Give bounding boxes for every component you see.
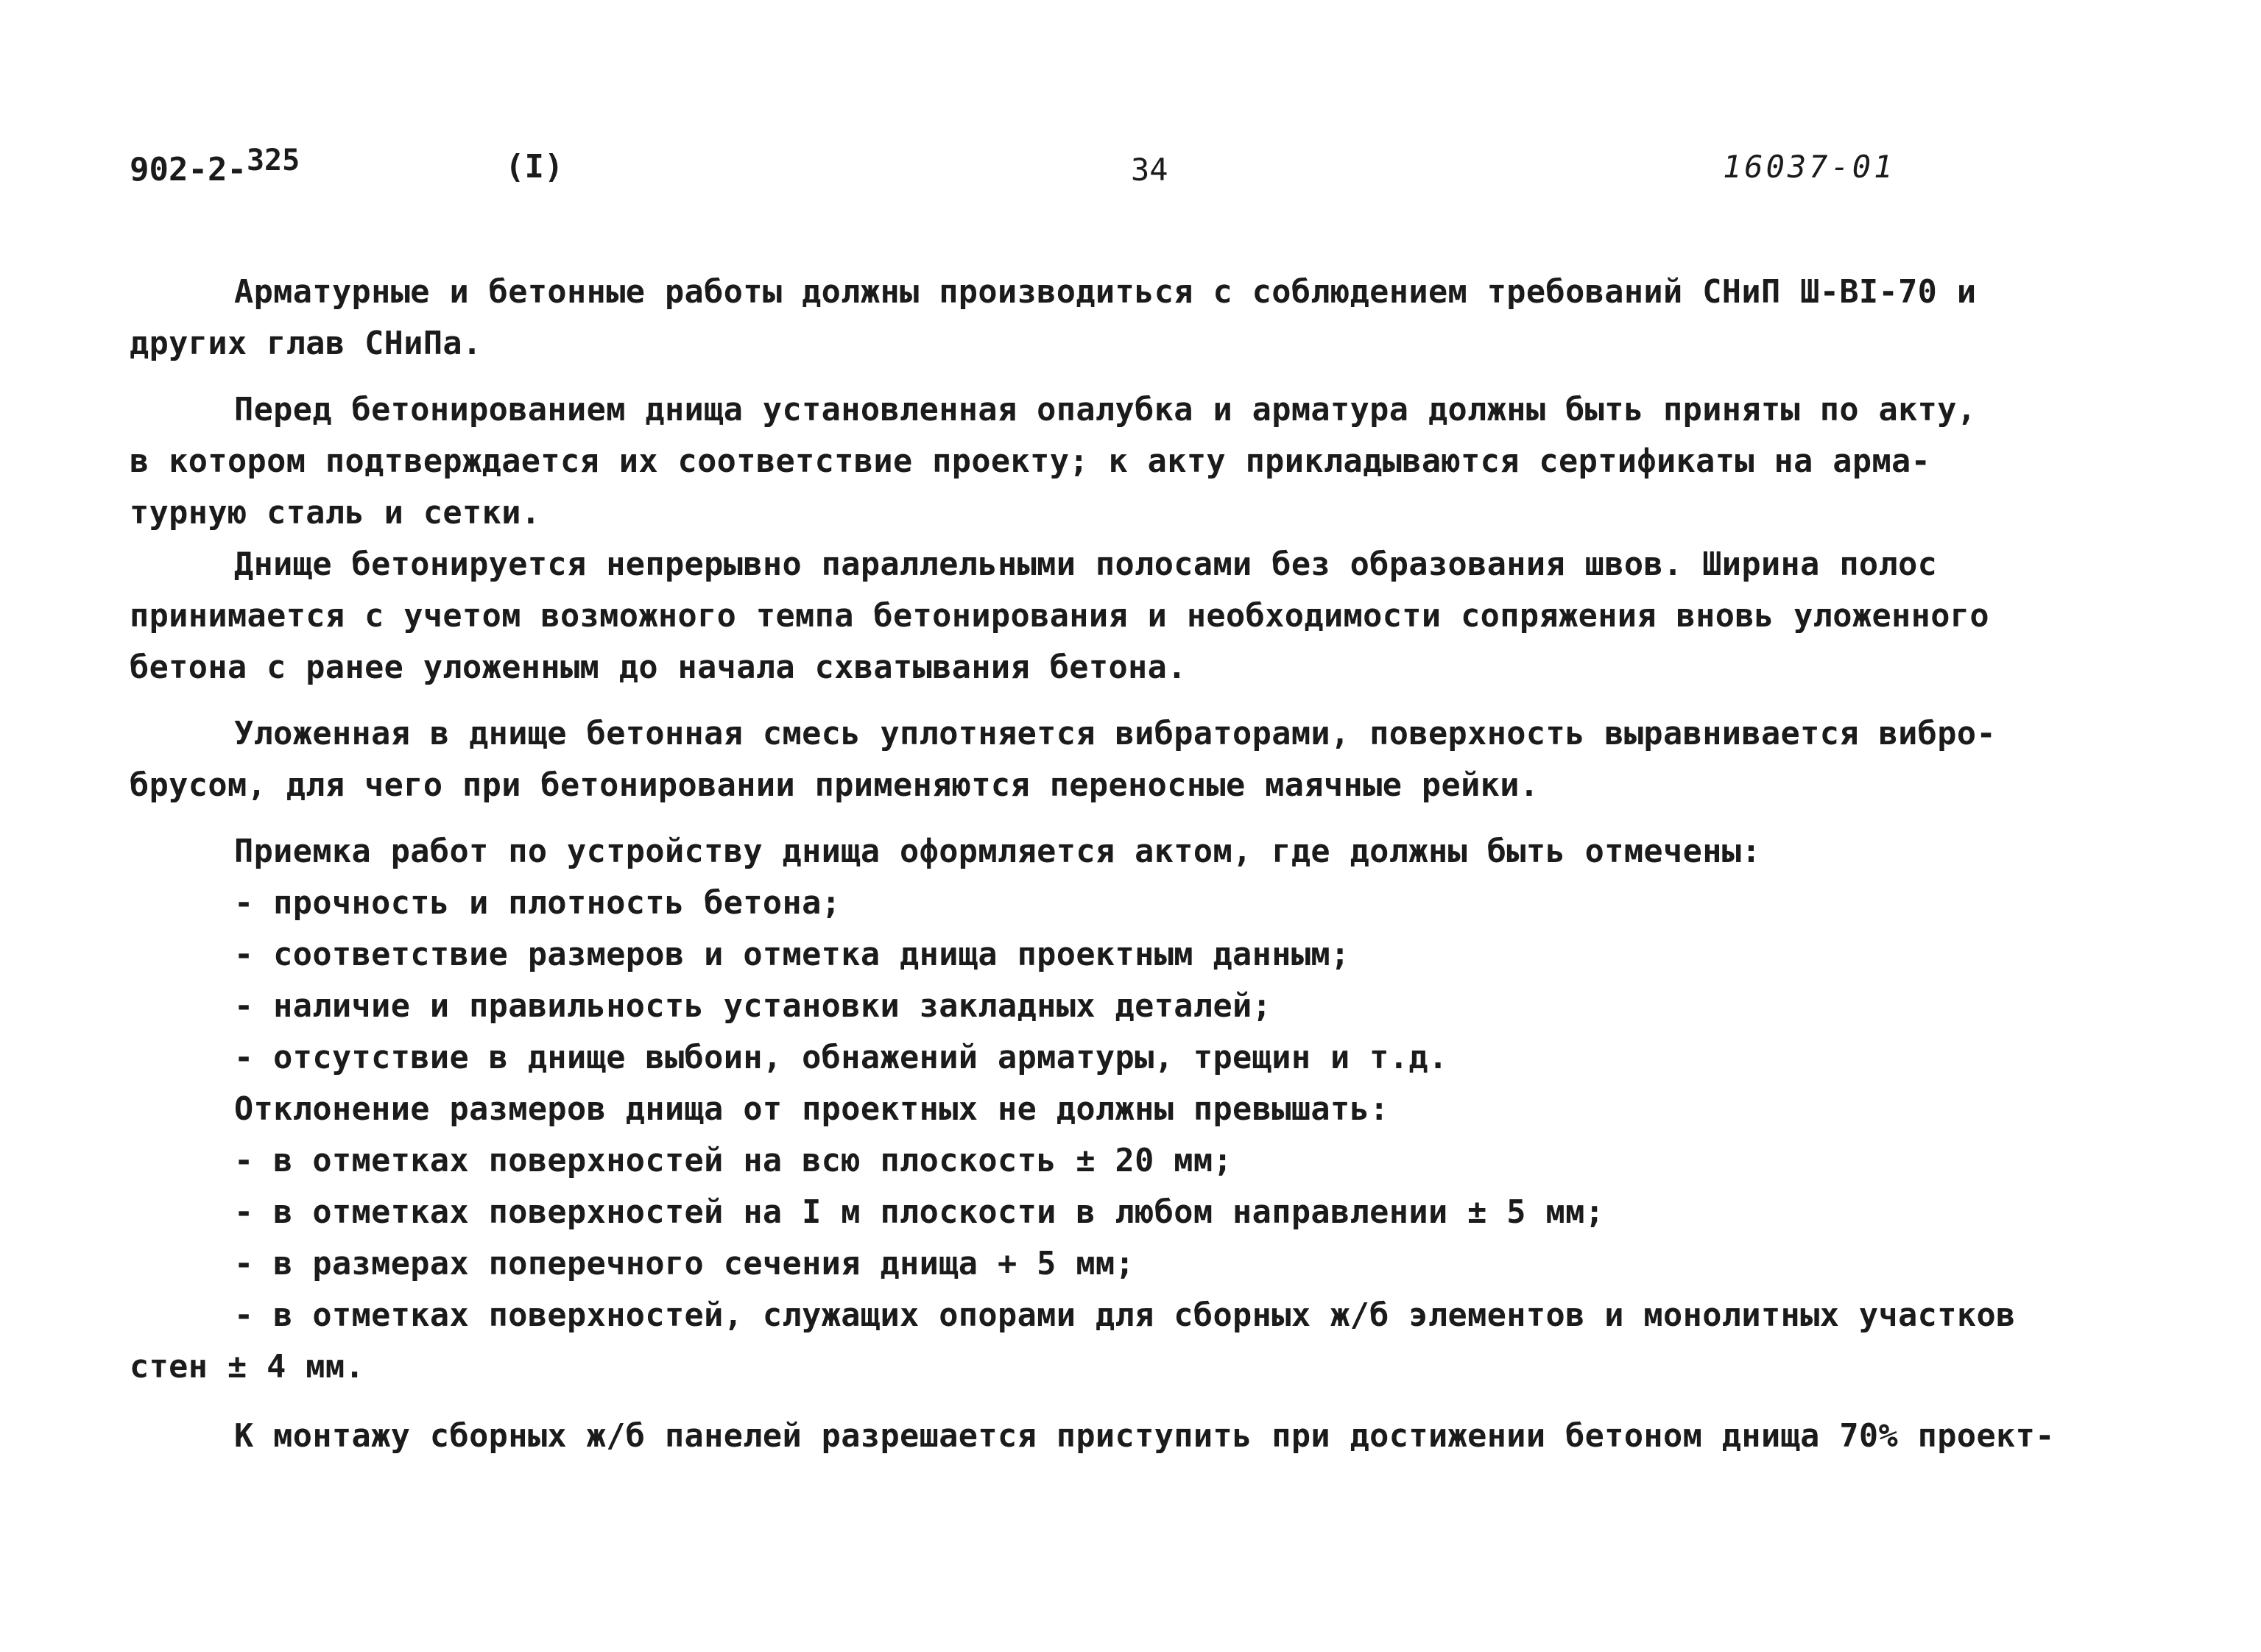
list-item: - прочность и плотность бетона; <box>234 885 842 922</box>
text-line: бетона с ранее уложенным до начала схватывания бетона. <box>130 649 1187 686</box>
text-line: Приемка работ по устройству днища оформляется актом, где должны быть отмечены: <box>234 833 1761 870</box>
document-part: (I) <box>505 148 564 186</box>
text-line: брусом, для чего при бетонировании применяются переносные маячные рейки. <box>130 767 1539 804</box>
text-line: в котором подтверждается их соответствие проекту; к акту прикладываются сертификаты на арма- <box>130 443 1931 480</box>
registration-number: 16037-01 <box>1723 149 1896 185</box>
text-line: Арматурные и бетонные работы должны производиться с соблюдением требований СНиП Ш-BI-70 и <box>234 274 1977 311</box>
text-line: Отклонение размеров днища от проектных не должны превышать: <box>234 1091 1389 1128</box>
text-line: стен ± 4 мм. <box>130 1349 365 1386</box>
text-line: принимается с учетом возможного темпа бетонирования и необходимости сопряжения вновь уложенного <box>130 598 1989 635</box>
list-item: - соответствие размеров и отметка днища проектным данным; <box>234 936 1350 973</box>
list-item: - наличие и правильность установки закладных деталей; <box>234 988 1272 1025</box>
text-line: Днище бетонируется непрерывно параллельными полосами без образования швов. Ширина полос <box>234 546 1938 583</box>
list-item: - в отметках поверхностей на I м плоскости в любом направлении ± 5 мм; <box>234 1194 1605 1231</box>
page-number: 34 <box>1131 152 1168 188</box>
text-line: Перед бетонированием днища установленная опалубка и арматура должны быть приняты по акту, <box>234 392 1977 428</box>
list-item: - в отметках поверхностей, служащих опорами для сборных ж/б элементов и монолитных участков <box>234 1297 2016 1334</box>
list-item: - в отметках поверхностей на всю плоскость ± 20 мм; <box>234 1143 1233 1179</box>
text-line: К монтажу сборных ж/б панелей разрешается приступить при достижении бетоном днища 70% проект- <box>234 1418 2055 1455</box>
text-line: других глав СНиПа. <box>130 325 482 362</box>
document-code-base: 902-2- <box>130 151 247 188</box>
list-item: - в размерах поперечного сечения днища + 5 мм; <box>234 1246 1135 1282</box>
list-item: - отсутствие в днище выбоин, обнажений арматуры, трещин и т.д. <box>234 1039 1448 1076</box>
document-code <box>130 146 300 186</box>
text-line: Уложенная в днище бетонная смесь уплотняется вибраторами, поверхность выравнивается вибро- <box>234 716 1997 752</box>
text-line: турную сталь и сетки. <box>130 495 541 532</box>
document-code-superscript: 325 <box>246 144 300 177</box>
document-body <box>130 266 2162 1462</box>
